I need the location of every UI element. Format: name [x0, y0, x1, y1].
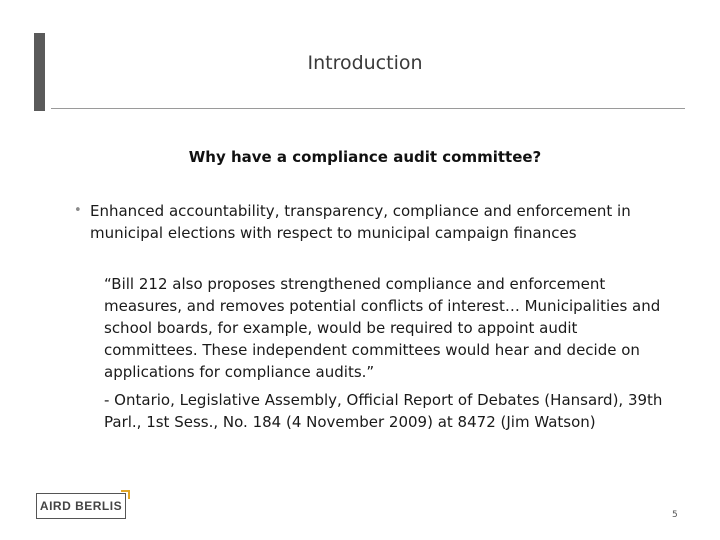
- hansard-quote: “Bill 212 also proposes strengthened compliance and enforcement measures, and removes potential conflicts of interest… Municipalities and school boards, for example, would be required to appoint audit committees. These independent committees would hear and decide on applications for compliance audits.”: [104, 275, 661, 381]
- aird-berlis-logo: [36, 490, 130, 520]
- bullet-text: Enhanced accountability, transparency, compliance and enforcement in municipal elections with respect to municipal campaign finances: [90, 202, 631, 242]
- title-accent-bar: [34, 33, 45, 111]
- bullet-item: [74, 200, 674, 244]
- slide-title: Introduction: [307, 52, 423, 74]
- quote-citation: - Ontario, Legislative Assembly, Official Report of Debates (Hansard), 39th Parl., 1st Sess., No. 184 (4 November 2009) at 8472 (Jim Watson): [104, 391, 663, 431]
- bullet-marker: •: [74, 203, 82, 218]
- title-divider: [51, 108, 685, 109]
- logo-text: AIRD BERLIS: [39, 499, 123, 513]
- section-heading: Why have a compliance audit committee?: [188, 148, 542, 166]
- page-number: 5: [672, 510, 678, 520]
